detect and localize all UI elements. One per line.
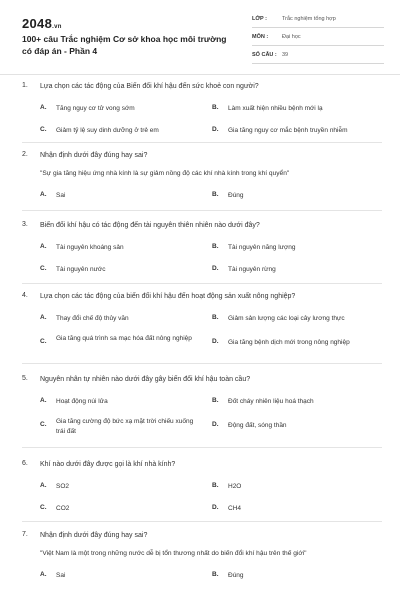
header-divider xyxy=(0,74,400,75)
option-letter: C. xyxy=(40,126,47,133)
option-text: Động đất, sóng thần xyxy=(228,422,287,429)
option-letter: C. xyxy=(40,504,47,511)
option-letter: D. xyxy=(212,265,219,272)
option-letter: D. xyxy=(212,504,219,511)
option-letter: A. xyxy=(40,104,47,111)
option-text: CH4 xyxy=(228,505,242,512)
option-letter: B. xyxy=(212,571,219,578)
logo-main: 2048 xyxy=(22,16,53,31)
option-letter: A. xyxy=(40,191,47,198)
question-text: Nhận định dưới đây đúng hay sai? xyxy=(40,152,148,159)
option-letter: D. xyxy=(212,421,219,428)
option-text: SO2 xyxy=(56,483,70,490)
option-letter: D. xyxy=(212,338,219,345)
option-letter: B. xyxy=(212,482,219,489)
meta-value: Trắc nghiệm tổng hợp xyxy=(282,16,336,22)
page-header xyxy=(0,0,400,70)
meta-value: 39 xyxy=(282,52,289,58)
option-text: Sai xyxy=(56,192,66,199)
option-letter: B. xyxy=(212,191,219,198)
question-number: 1. xyxy=(22,82,28,89)
option-text: Đốt cháy nhiên liệu hoá thạch xyxy=(228,398,314,405)
option-text: CO2 xyxy=(56,505,70,512)
option-text: Sai xyxy=(56,572,66,579)
option-text: Tài nguyên rừng xyxy=(228,266,276,273)
option-text: Đúng xyxy=(228,192,244,199)
option-text: Gia tăng nguy cơ mắc bệnh truyền nhiễm xyxy=(228,127,348,134)
question-text: Lựa chọn các tác động của biến đổi khí hậu đến hoạt động sản xuất nông nghiệp? xyxy=(40,293,296,300)
question-quote: "Sự gia tăng hiệu ứng nhà kính là sự giảm nồng độ các khí nhà kính trong khí quyển" xyxy=(40,170,290,177)
question-number: 7. xyxy=(22,531,28,538)
option-text: Giảm sản lượng các loại cây lương thực xyxy=(228,315,345,322)
question-divider xyxy=(22,363,382,364)
meta-label: LỚP : xyxy=(252,16,267,22)
question-text: Nguyên nhân tự nhiên nào dưới đây gây biến đổi khí hậu toàn cầu? xyxy=(40,376,251,383)
question-number: 6. xyxy=(22,460,28,467)
option-letter: B. xyxy=(212,243,219,250)
option-letter: A. xyxy=(40,571,47,578)
option-text: Làm xuất hiện nhiều bệnh mới lạ xyxy=(228,105,323,112)
option-letter: B. xyxy=(212,104,219,111)
meta-row-class xyxy=(252,14,384,28)
option-text: Tài nguyên năng lượng xyxy=(228,244,296,251)
question-divider xyxy=(22,283,382,284)
question-text: Biến đổi khí hậu có tác động đến tài nguyên thiên nhiên nào dưới đây? xyxy=(40,222,260,229)
option-text: Đúng xyxy=(228,572,244,579)
question-number: 2. xyxy=(22,151,28,158)
option-letter: C. xyxy=(40,265,47,272)
option-text: Gia tăng cường độ bức xạ mặt trời chiếu xuống trái đất xyxy=(56,418,194,435)
option-letter: C. xyxy=(40,338,47,345)
question-text: Nhận định dưới đây đúng hay sai? xyxy=(40,532,148,539)
question-text: Lựa chọn các tác động của Biến đổi khí hậu đến sức khoẻ con người? xyxy=(40,83,259,90)
option-letter: A. xyxy=(40,243,47,250)
option-letter: B. xyxy=(212,314,219,321)
question-divider xyxy=(22,521,382,522)
option-text: Hoạt động núi lửa xyxy=(56,398,108,405)
option-letter: C. xyxy=(40,421,47,428)
question-quote: "Việt Nam là một trong những nước dễ bị tổn thương nhất do biến đổi khí hậu trên thế giới" xyxy=(40,550,307,557)
question-number: 3. xyxy=(22,221,28,228)
option-text: Tăng nguy cơ tử vong sớm xyxy=(56,105,135,112)
option-letter: A. xyxy=(40,314,47,321)
page-title: 100+ câu Trắc nghiệm Cơ sở khoa học môi trường có đáp án - Phần 4 xyxy=(22,34,227,56)
option-text: H2O xyxy=(228,483,242,490)
meta-label: MÔN : xyxy=(252,34,269,40)
meta-row-count xyxy=(252,50,384,64)
option-letter: B. xyxy=(212,397,219,404)
question-number: 5. xyxy=(22,375,28,382)
option-text: Tài nguyên khoáng sản xyxy=(56,244,124,251)
option-letter: A. xyxy=(40,397,47,404)
meta-panel xyxy=(252,14,384,68)
meta-value: Đại học xyxy=(282,34,301,40)
option-text: Thay đổi chế độ thủy văn xyxy=(56,315,129,322)
question-divider xyxy=(22,210,382,211)
meta-row-subject xyxy=(252,32,384,46)
question-number: 4. xyxy=(22,292,28,299)
option-letter: A. xyxy=(40,482,47,489)
option-text: Giảm tỷ lệ suy dinh dưỡng ở trẻ em xyxy=(56,127,159,134)
question-text: Khí nào dưới đây được gọi là khí nhà kính? xyxy=(40,461,176,468)
question-divider xyxy=(22,142,382,143)
option-letter: D. xyxy=(212,126,219,133)
option-text: Gia tăng quá trình sa mạc hóa đất nông nghiệp xyxy=(56,335,192,342)
logo-tld: .vn xyxy=(52,24,62,30)
option-text: Tài nguyên nước xyxy=(56,266,106,273)
site-logo[interactable] xyxy=(22,16,62,31)
option-text: Gia tăng bệnh dịch mới trong nông nghiệp xyxy=(228,339,350,346)
meta-label: SỐ CÂU : xyxy=(252,52,277,58)
question-divider xyxy=(22,447,382,448)
